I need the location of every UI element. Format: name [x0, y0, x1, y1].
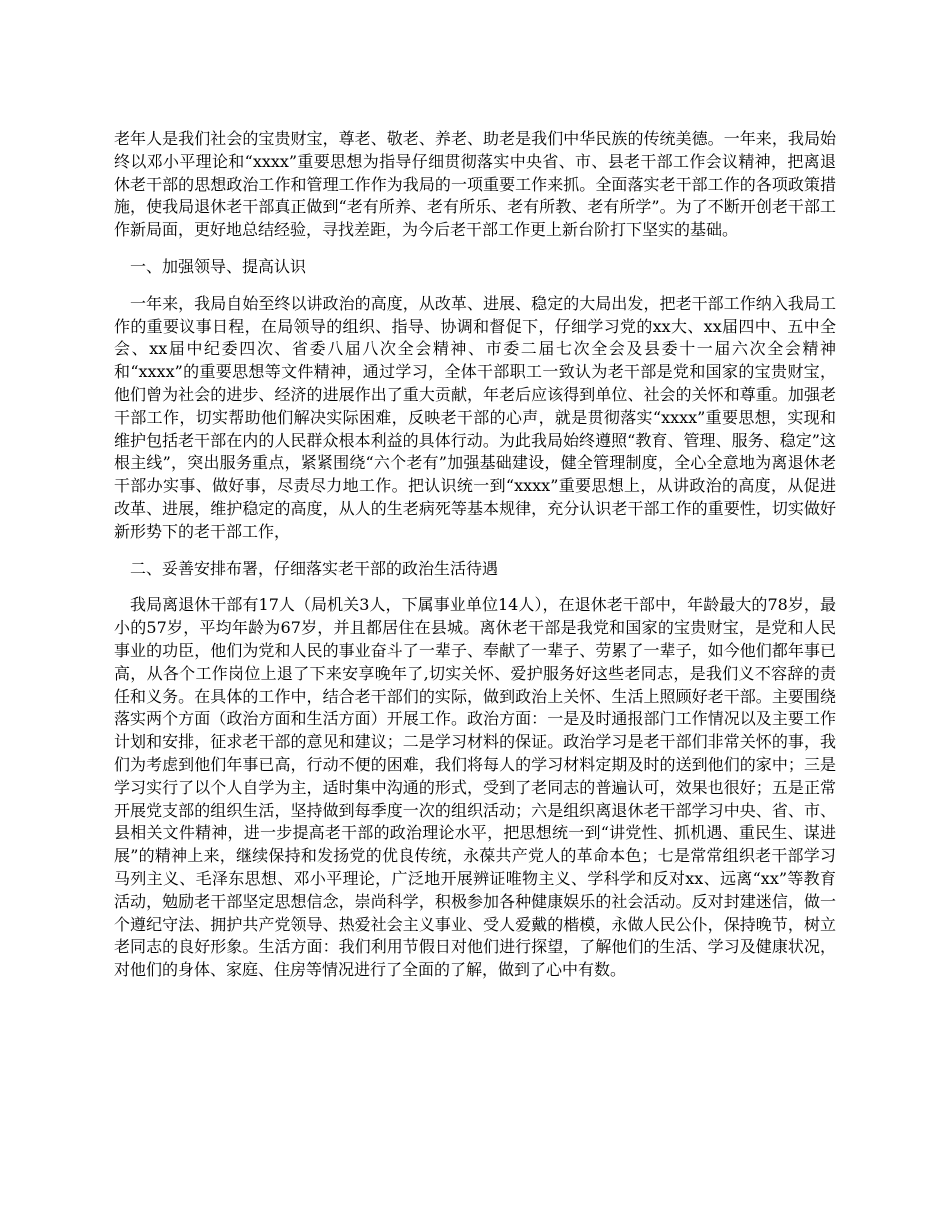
document-page	[114, 128, 836, 982]
section-1-paragraph: 一年来，我局自始至终以讲政治的高度，从改革、进展、稳定的大局出发，把老干部工作纳入我局工作的重要议事日程，在局领导的组织、指导、协调和督促下，仔细学习党的xx大、xx届四中、五中全会、xx届中纪委四次、省委八届八次全会精神、市委二届七次全会及县委十一届六次全会精神和“xxxx”的重要思想等文件精神，通过学习，全体干部职工一致认为老干部是党和国家的宝贵财宝，他们曾为社会的进步、经济的进展作出了重大贡献，年老后应该得到单位、社会的关怀和尊重。加强老干部工作，切实帮助他们解决实际困难，反映老干部的心声，就是贯彻落实“xxxx”重要思想，实现和维护包括老干部在内的人民群众根本利益的具体行动。为此我局始终遵照“教育、管理、服务、稳定”这根主线”，突出服务重点，紧紧围绕“六个老有”加强基础建设，健全管理制度，全心全意地为离退休老干部办实事、做好事，尽责尽力地工作。把认识统一到“xxxx”重要思想上，从讲政治的高度，从促进改革、进展，维护稳定的高度，从人的生老病死等基本规律，充分认识老干部工作的重要性，切实做好新形势下的老干部工作，	[114, 293, 836, 541]
section-2-heading: 二、妥善安排布署，仔细落实老干部的政治生活待遇	[130, 558, 499, 578]
intro-paragraph: 老年人是我们社会的宝贵财宝，尊老、敬老、养老、助老是我们中华民族的传统美德。一年来，我局始终以邓小平理论和“xxxx”重要思想为指导仔细贯彻落实中央省、市、县老干部工作会议精神，把离退休老干部的思想政治工作和管理工作作为我局的一项重要工作来抓。全面落实老干部工作的各项政策措施，使我局退休老干部真正做到“老有所养、老有所乐、老有所教、老有所学”。为了不断开创老干部工作新局面，更好地总结经验，寻找差距，为今后老干部工作更上新台阶打下坚实的基础。	[114, 129, 836, 240]
section-1-heading: 一、加强领导、提高认识	[130, 256, 307, 276]
section-2-paragraph: 我局离退休干部有17人（局机关3人，下属事业单位14人），在退休老干部中，年龄最大的78岁，最小的57岁，平均年龄为67岁，并且都居住在县城。离休老干部是我党和国家的宝贵财宝，是党和人民事业的功臣，他们为党和人民的事业奋斗了一辈子、奉献了一辈子、劳累了一辈子，如今他们都年事已高，从各个工作岗位上退了下来安享晚年了,切实关怀、爱护服务好这些老同志，是我们义不容辞的责任和义务。在具体的工作中，结合老干部们的实际，做到政治上关怀、生活上照顾好老干部。主要围绕落实两个方面（政治方面和生活方面）开展工作。政治方面：一是及时通报部门工作情况以及主要工作计划和安排，征求老干部的意见和建议；二是学习材料的保证。政治学习是老干部们非常关怀的事，我们为考虑到他们年事已高，行动不便的困难，我们将每人的学习材料定期及时的送到他们的家中；三是学习实行了以个人自学为主，适时集中沟通的形式，受到了老同志的普遍认可，效果也很好；五是正常开展党支部的组织生活，坚持做到每季度一次的组织活动；六是组织离退休老干部学习中央、省、市、县相关文件精神，进一步提高老干部的政治理论水平，把思想统一到“讲党性、抓机遇、重民生、谋进展”的精神上来，继续保持和发扬党的优良传统，永葆共产党人的革命本色；七是常常组织老干部学习马列主义、毛泽东思想、邓小平理论，广泛地开展辨证唯物主义、学科学和反对xx、远离“xx”等教育活动，勉励老干部坚定思想信念，崇尚科学，积极参加各种健康娱乐的社会活动。反对封建迷信，做一个遵纪守法、拥护共产党领导、热爱社会主义事业、受人爱戴的楷模，永做人民公仆，保持晚节，树立老同志的良好形象。生活方面：我们利用节假日对他们进行探望，了解他们的生活、学习及健康状况，对他们的身体、家庭、住房等情况进行了全面的了解，做到了心中有数。	[114, 595, 836, 980]
